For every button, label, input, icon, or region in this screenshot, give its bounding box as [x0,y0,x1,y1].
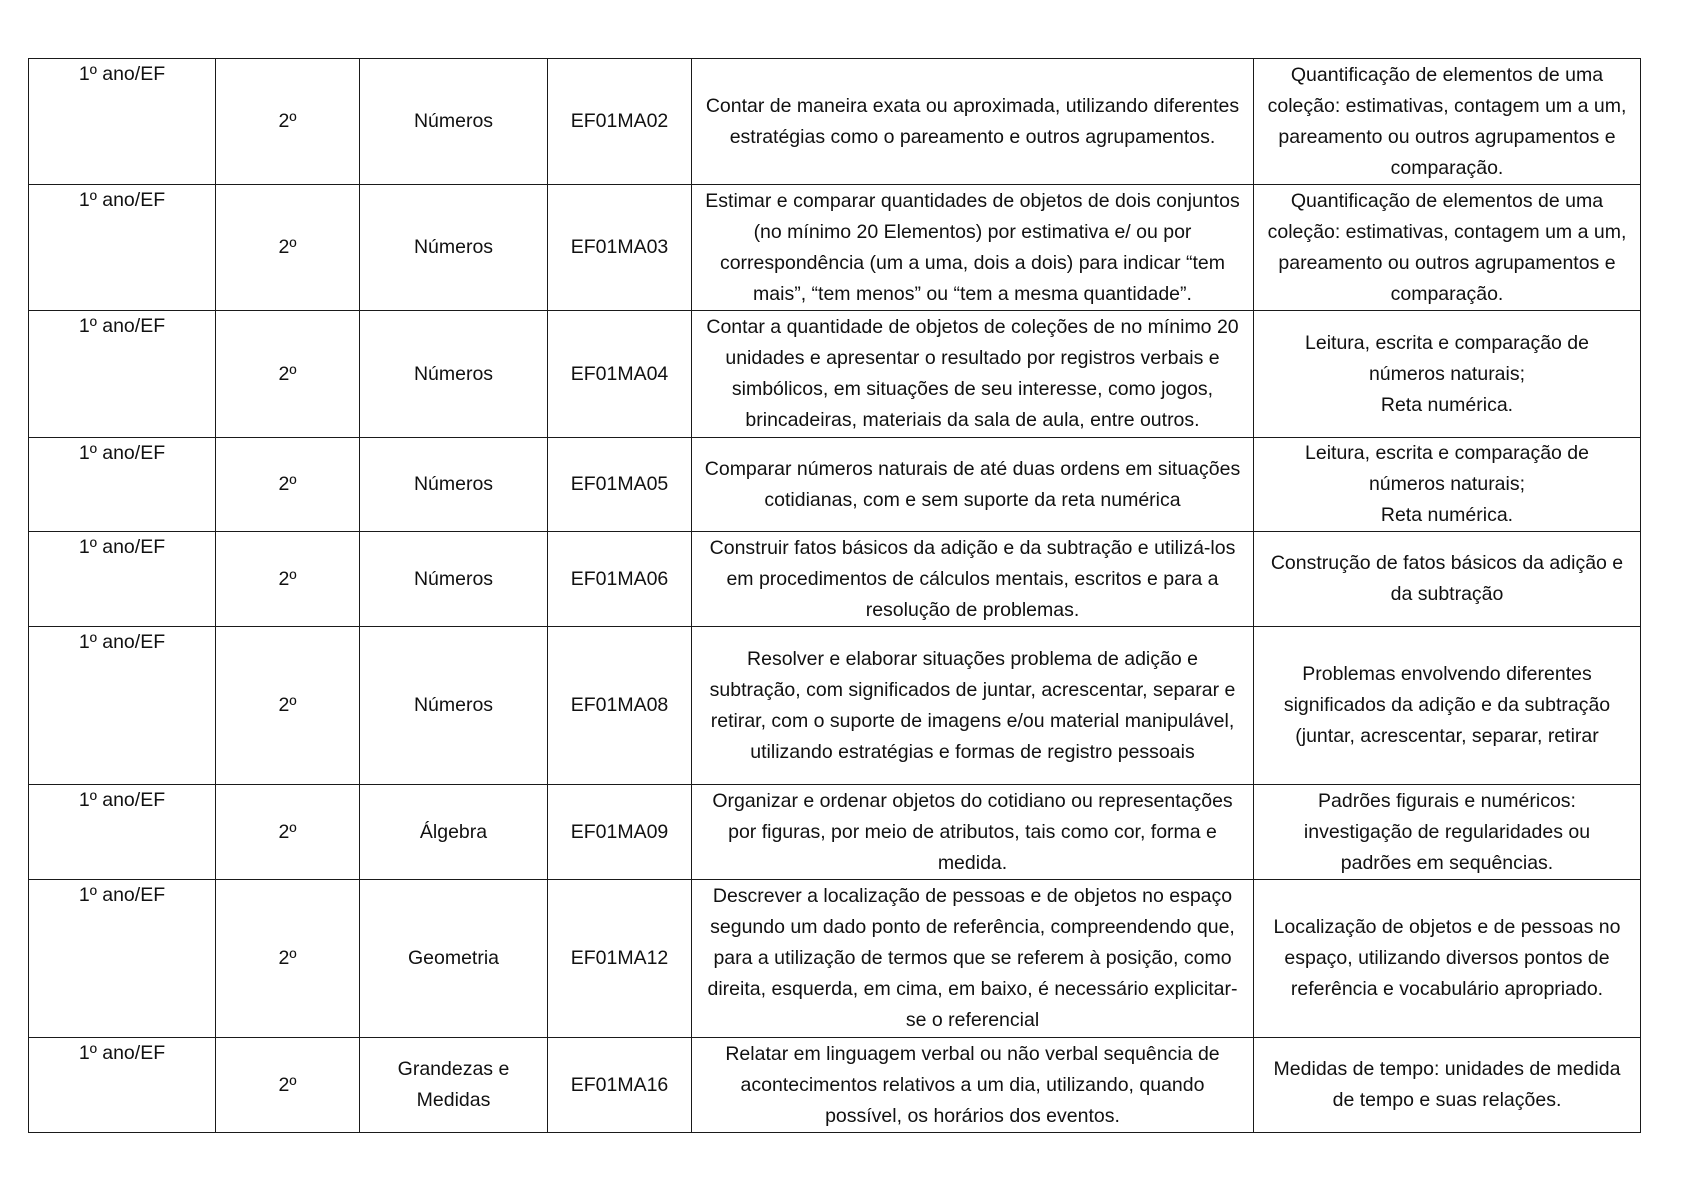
year-cell: 1º ano/EF [29,785,216,880]
year-cell: 1º ano/EF [29,185,216,311]
objective-cell: Contar a quantidade de objetos de coleções de no mínimo 20 unidades e apresentar o resultado por registros verbais e simbólicos, em situações de seu interesse, como jogos, brincadeiras, materiais da sala de aula, entre outros. [692,311,1254,438]
knowledge-object-cell: Problemas envolvendo diferentes significados da adição e da subtração (juntar, acrescentar, separar, retirar [1254,627,1641,785]
curriculum-table [28,58,1641,1133]
objective-cell: Descrever a localização de pessoas e de objetos no espaço segundo um dado ponto de referência, compreendendo que, para a utilização de termos que se referem à posição, como direita, esquerda, em cima, em baixo, é necessário explicitar-se o referencial [692,880,1254,1038]
skill-code-cell: EF01MA16 [548,1038,692,1133]
term-cell: 2º [216,532,360,627]
thematic-unit-cell: Números [360,59,548,185]
table-row [29,785,1641,880]
thematic-unit-cell: Números [360,532,548,627]
year-cell: 1º ano/EF [29,311,216,438]
table-row [29,1038,1641,1133]
thematic-unit-cell: Números [360,627,548,785]
knowledge-object-cell: Quantificação de elementos de uma coleção: estimativas, contagem um a um, pareamento ou outros agrupamentos e comparação. [1254,185,1641,311]
table-row [29,627,1641,785]
year-cell: 1º ano/EF [29,1038,216,1133]
skill-code-cell: EF01MA02 [548,59,692,185]
objective-cell: Resolver e elaborar situações problema de adição e subtração, com significados de juntar, acrescentar, separar e retirar, com o suporte de imagens e/ou material manipulável, utilizando estratégias e formas de registro pessoais [692,627,1254,785]
skill-code-cell: EF01MA09 [548,785,692,880]
knowledge-object-cell: Localização de objetos e de pessoas no espaço, utilizando diversos pontos de referência e vocabulário apropriado. [1254,880,1641,1038]
table-row [29,311,1641,438]
skill-code-cell: EF01MA12 [548,880,692,1038]
year-cell: 1º ano/EF [29,438,216,532]
table-row [29,59,1641,185]
table-row [29,438,1641,532]
thematic-unit-cell: Geometria [360,880,548,1038]
objective-cell: Relatar em linguagem verbal ou não verbal sequência de acontecimentos relativos a um dia, utilizando, quando possível, os horários dos eventos. [692,1038,1254,1133]
term-cell: 2º [216,880,360,1038]
skill-code-cell: EF01MA06 [548,532,692,627]
skill-code-cell: EF01MA05 [548,438,692,532]
objective-cell: Comparar números naturais de até duas ordens em situações cotidianas, com e sem suporte da reta numérica [692,438,1254,532]
thematic-unit-cell: Números [360,311,548,438]
thematic-unit-cell: Números [360,438,548,532]
term-cell: 2º [216,1038,360,1133]
objective-cell: Organizar e ordenar objetos do cotidiano ou representações por figuras, por meio de atributos, tais como cor, forma e medida. [692,785,1254,880]
year-cell: 1º ano/EF [29,532,216,627]
term-cell: 2º [216,438,360,532]
skill-code-cell: EF01MA03 [548,185,692,311]
year-cell: 1º ano/EF [29,59,216,185]
skill-code-cell: EF01MA08 [548,627,692,785]
term-cell: 2º [216,311,360,438]
knowledge-object-cell: Quantificação de elementos de uma coleção: estimativas, contagem um a um, pareamento ou outros agrupamentos e comparação. [1254,59,1641,185]
document-page [28,58,1640,1133]
objective-cell: Contar de maneira exata ou aproximada, utilizando diferentes estratégias como o pareamento e outros agrupamentos. [692,59,1254,185]
term-cell: 2º [216,59,360,185]
knowledge-object-cell: Leitura, escrita e comparação de números naturais; Reta numérica. [1254,438,1641,532]
knowledge-object-cell: Leitura, escrita e comparação de números naturais; Reta numérica. [1254,311,1641,438]
thematic-unit-cell: Grandezas e Medidas [360,1038,548,1133]
skill-code-cell: EF01MA04 [548,311,692,438]
table-row [29,880,1641,1038]
objective-cell: Construir fatos básicos da adição e da subtração e utilizá-los em procedimentos de cálculos mentais, escritos e para a resolução de problemas. [692,532,1254,627]
objective-cell: Estimar e comparar quantidades de objetos de dois conjuntos (no mínimo 20 Elementos) por estimativa e/ ou por correspondência (um a uma, dois a dois) para indicar “tem mais”, “tem menos” ou “tem a mesma quantidade”. [692,185,1254,311]
year-cell: 1º ano/EF [29,880,216,1038]
year-cell: 1º ano/EF [29,627,216,785]
knowledge-object-cell: Construção de fatos básicos da adição e da subtração [1254,532,1641,627]
table-row [29,532,1641,627]
knowledge-object-cell: Padrões figurais e numéricos: investigação de regularidades ou padrões em sequências. [1254,785,1641,880]
thematic-unit-cell: Números [360,185,548,311]
term-cell: 2º [216,185,360,311]
thematic-unit-cell: Álgebra [360,785,548,880]
term-cell: 2º [216,627,360,785]
term-cell: 2º [216,785,360,880]
table-row [29,185,1641,311]
knowledge-object-cell: Medidas de tempo: unidades de medida de tempo e suas relações. [1254,1038,1641,1133]
